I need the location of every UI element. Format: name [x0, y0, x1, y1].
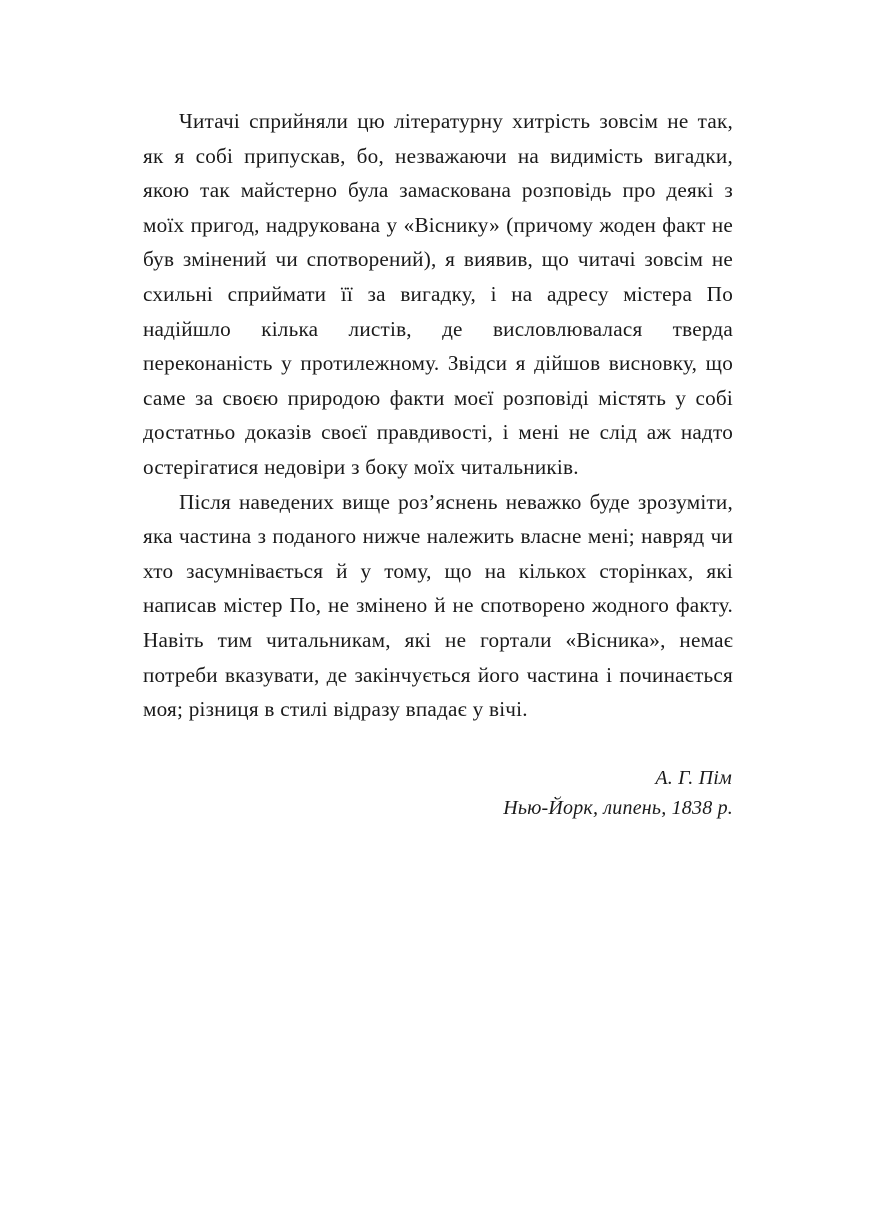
signature-block — [143, 763, 733, 823]
body-paragraph-2: Після наведених вище роз’яснень неважко буде зрозуміти, яка частина з поданого нижче належить власне мені; навряд чи хто засумнівається й у тому, що на кількох сторінках, які написав містер По, не змінено й не спотворено жодного факту. Навіть тим читальникам, які не гортали «Вісника», немає потреби вказувати, де закінчується його частина і починається моя; різниця в стилі відразу впадає у вічі. — [143, 489, 733, 722]
page-text-block — [143, 104, 733, 823]
signature-author: А. Г. Пім — [655, 766, 732, 789]
body-paragraph-1: Читачі сприйняли цю літературну хитрість зовсім не так, як я собі припускав, бо, незважаючи на видимість вигадки, якою так майстерно була замаскована розповідь про деякі з моїх пригод, надрукована у «Віснику» (причому жоден факт не був змінений чи спотворений), я виявив, що читачі зовсім не схильні сприймати її за вигадку, і на адресу містера По надійшло кілька листів, де висловлювалася тверда переконаність у протилежному. Звідси я дійшов висновку, що саме за своєю природою факти моєї розповіді містять у собі достатньо доказів своєї правдивості, і мені не слід аж надто остерігатися недовіри з боку моїх читальників. — [143, 109, 733, 479]
signature-dateline: Нью-Йорк, липень, 1838 р. — [503, 796, 733, 819]
